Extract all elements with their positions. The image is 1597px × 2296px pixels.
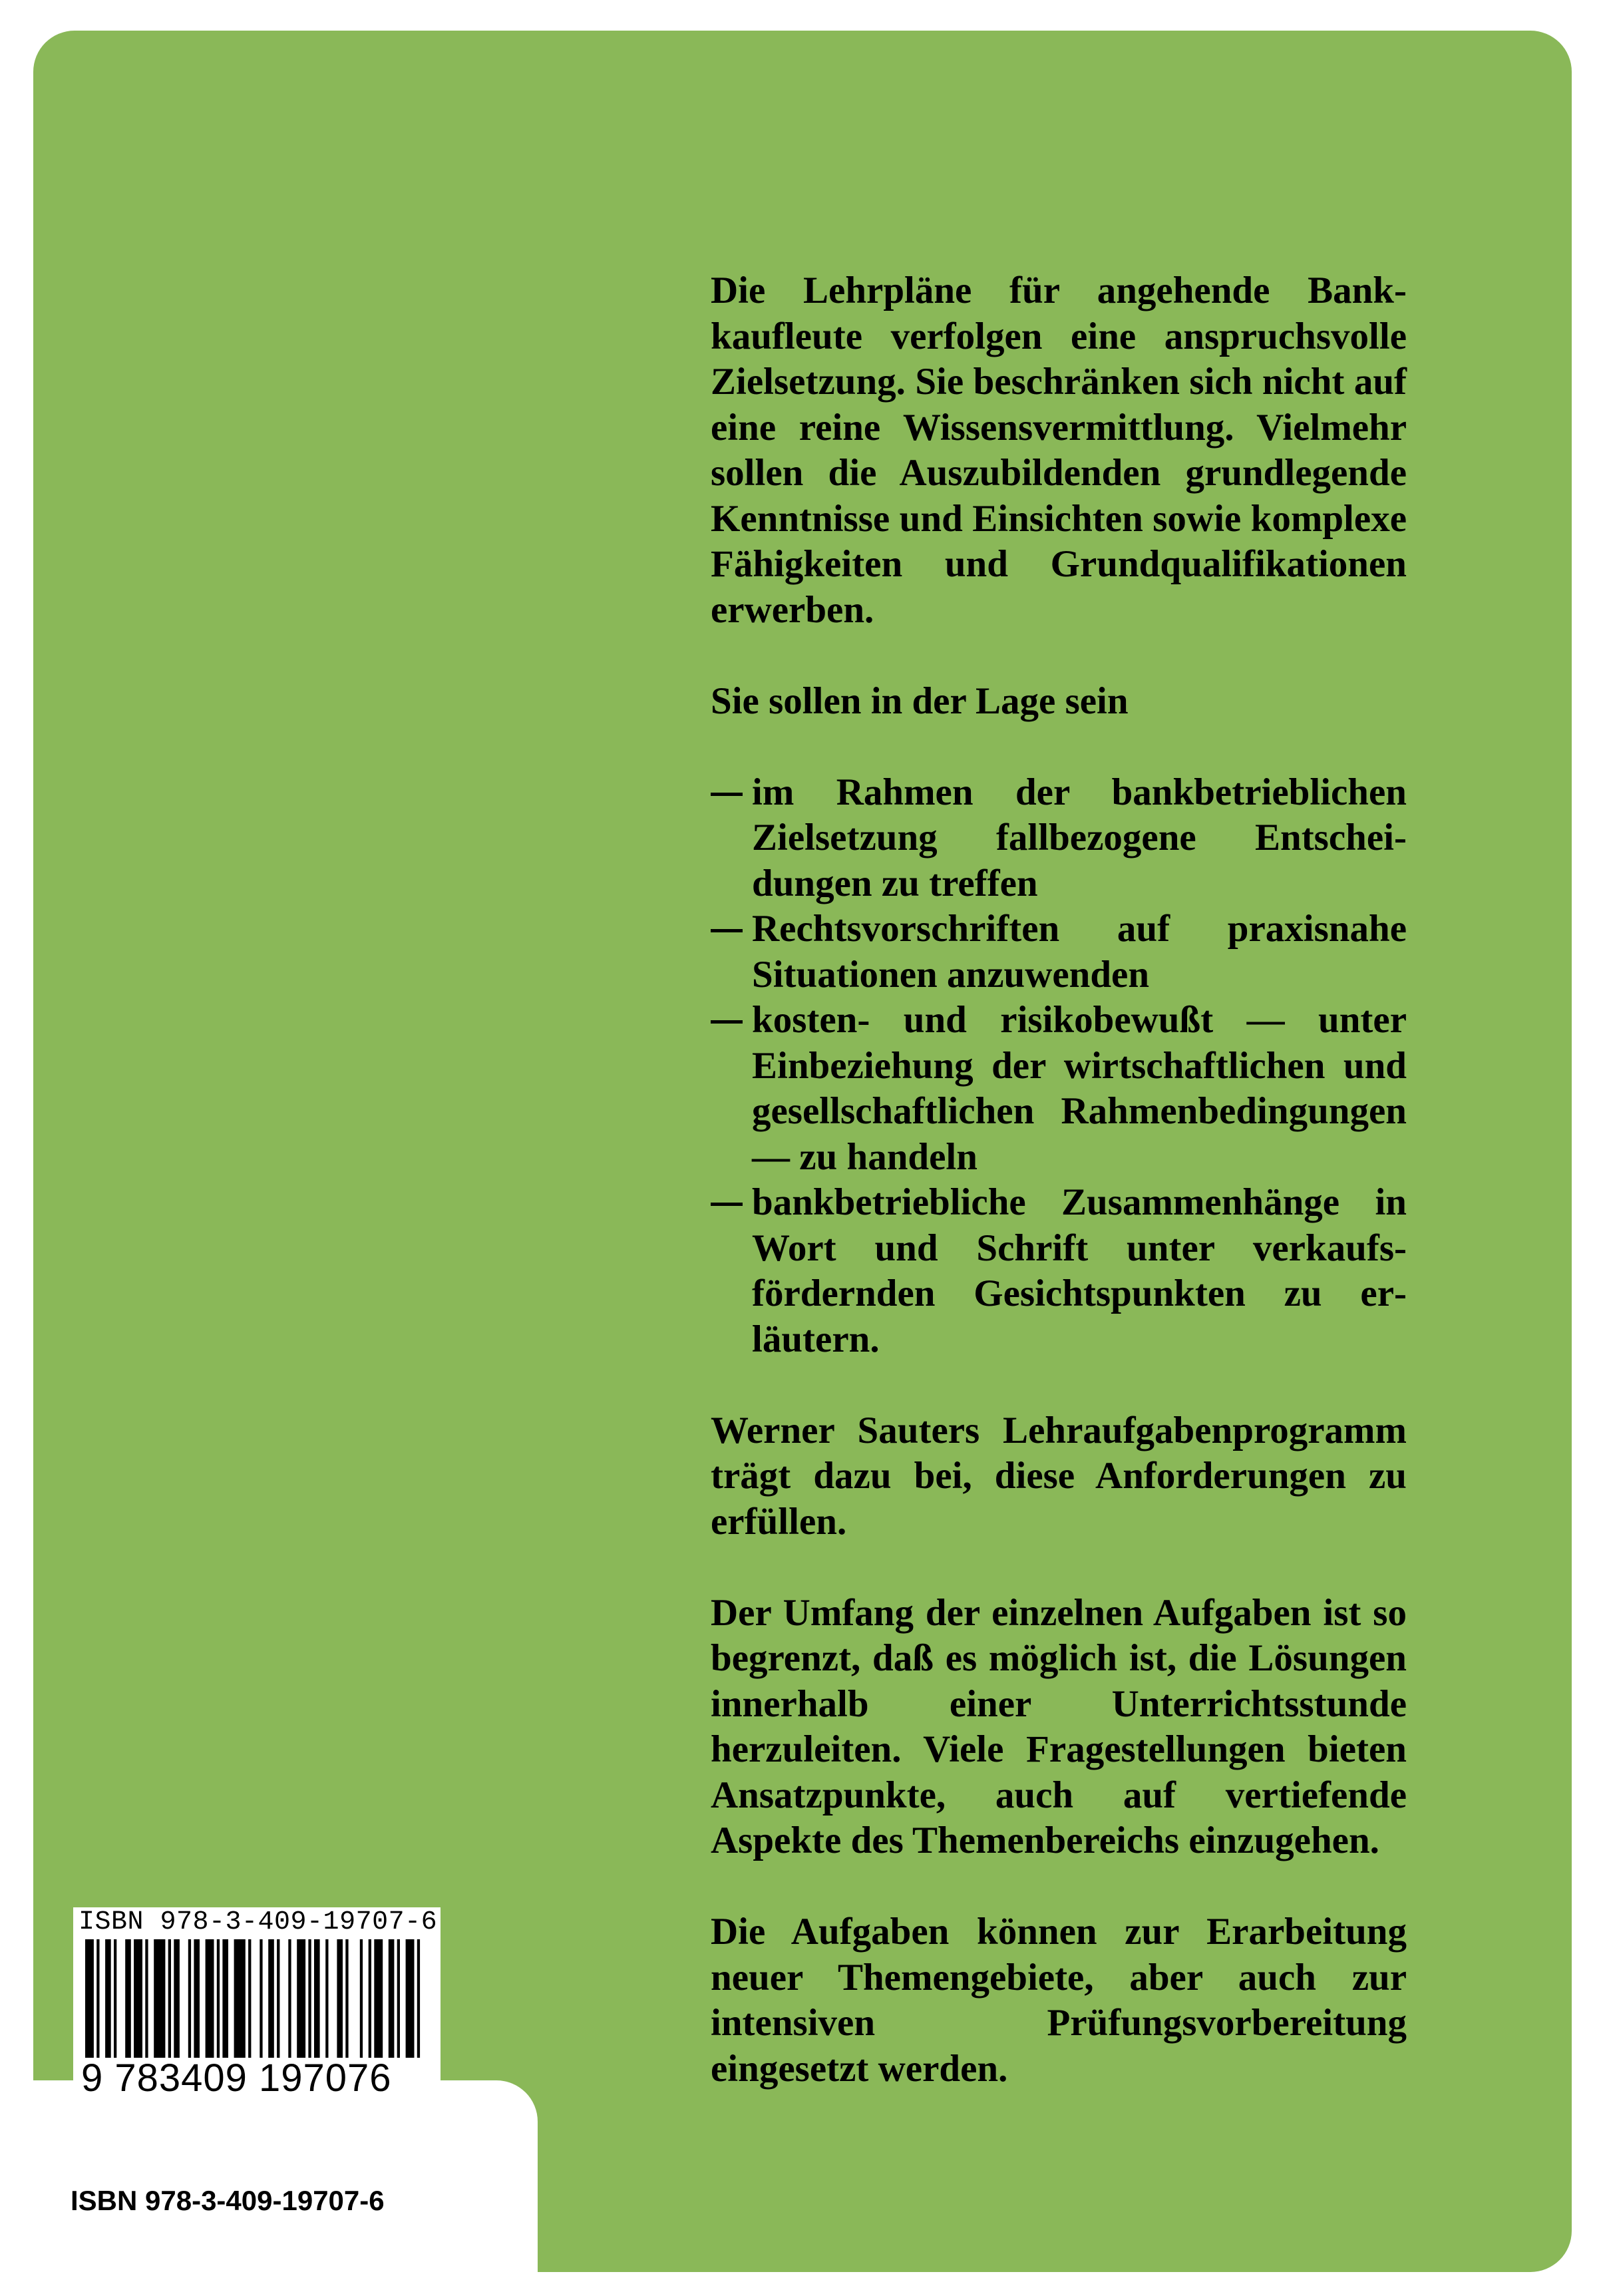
barcode-bar xyxy=(174,1939,180,2058)
dash-bullet-icon xyxy=(711,1203,743,1206)
barcode-digits: 9 783409 197076 xyxy=(81,2056,392,2100)
dash-bullet-icon xyxy=(711,793,743,796)
barcode-bar xyxy=(134,1939,142,2058)
barcode-bar xyxy=(308,1939,311,2058)
program-paragraph: Werner Sauters Lehraufgabenprogramm trägt dazu bei, diese Anforderungen zu erfüllen. xyxy=(711,1409,1407,1543)
barcode-bar xyxy=(374,1939,383,2058)
barcode-bar xyxy=(277,1939,279,2058)
barcode-bar xyxy=(168,1939,171,2058)
barcode-bar xyxy=(389,1939,395,2058)
barcode-bar xyxy=(268,1939,274,2058)
dash-bullet-icon xyxy=(711,929,743,932)
barcode-bar xyxy=(345,1939,348,2058)
barcode-bar xyxy=(188,1939,191,2058)
barcode-bar xyxy=(217,1939,220,2058)
barcode-icon xyxy=(81,1939,433,2058)
list-item: im Rahmen der bankbetrieblichen Zielsetzung fallbezogene Entscheidungen zu treffen xyxy=(711,770,1407,907)
barcode-bar xyxy=(145,1939,148,2058)
barcode-bar xyxy=(234,1939,246,2058)
barcode-bar xyxy=(154,1939,165,2058)
usage-paragraph: Die Aufgaben können zur Erarbeitung neuer Themengebiete, aber auch zur intensiven Prüfungsvorbereitung eingesetzt werden. xyxy=(711,1911,1407,2090)
barcode-bar xyxy=(194,1939,200,2058)
lead-line: Sie sollen in der Lage sein xyxy=(711,679,1129,722)
barcode-bar xyxy=(314,1939,320,2058)
barcode-bar xyxy=(222,1939,228,2058)
barcode-bar xyxy=(248,1939,251,2058)
barcode-isbn-text: ISBN 978-3-409-19707-6 xyxy=(79,1907,438,1937)
barcode-bar xyxy=(406,1939,415,2058)
barcode-bar xyxy=(360,1939,363,2058)
barcode-bar xyxy=(125,1939,131,2058)
intro-paragraph: Die Lehrpläne für angehende Bankkaufleute verfolgen eine anspruchsvolle Zielsetzung. Sie beschränken sich nicht auf eine reine Wissensvermittlung. Vielmehr sollen die Auszubildenden grundlegende Kenntnisse und Einsichten sowie komplexe Fähigkeiten und Grundqualifikationen erwerben. xyxy=(711,270,1407,631)
list-item: kosten- und risikobewußt — unter Einbeziehung der wirtschaftlichen und gesellschaftlichen Rahmenbedingungen — zu handeln xyxy=(711,998,1407,1180)
barcode-bar xyxy=(105,1939,111,2058)
barcode-bar xyxy=(85,1939,94,2058)
list-item: bankbetriebliche Zusammenhänge in Wort und Schrift unter verkaufsfördernden Gesichtspunkten zu erläutern. xyxy=(711,1180,1407,1362)
barcode-bar xyxy=(369,1939,371,2058)
isbn-footer: ISBN 978-3-409-19707-6 xyxy=(71,2185,385,2216)
barcode-bar xyxy=(114,1939,116,2058)
barcode-bar xyxy=(325,1939,328,2058)
barcode-bar xyxy=(297,1939,305,2058)
barcode-bar xyxy=(288,1939,291,2058)
barcode-bar xyxy=(337,1939,343,2058)
barcode-bar xyxy=(417,1939,420,2058)
blurb-text xyxy=(711,268,1407,2092)
ability-list xyxy=(711,770,1407,1363)
barcode-bar xyxy=(260,1939,262,2058)
dash-bullet-icon xyxy=(711,1020,743,1024)
barcode-bar xyxy=(397,1939,400,2058)
scope-paragraph: Der Umfang der einzelnen Aufgaben ist so begrenzt, daß es möglich ist, die Lösungen innerhalb einer Unterrichtsstunde herzuleiten. Viele Fragestellungen bieten Ansatzpunkte, auch auf vertiefende Aspekte des Themenbereichs einzugehen. xyxy=(711,1591,1407,1861)
barcode-label xyxy=(73,1907,441,2106)
barcode-bar xyxy=(206,1939,214,2058)
barcode-bar xyxy=(96,1939,99,2058)
list-item: Rechtsvorschriften auf praxisnahe Situationen anzuwenden xyxy=(711,906,1407,998)
